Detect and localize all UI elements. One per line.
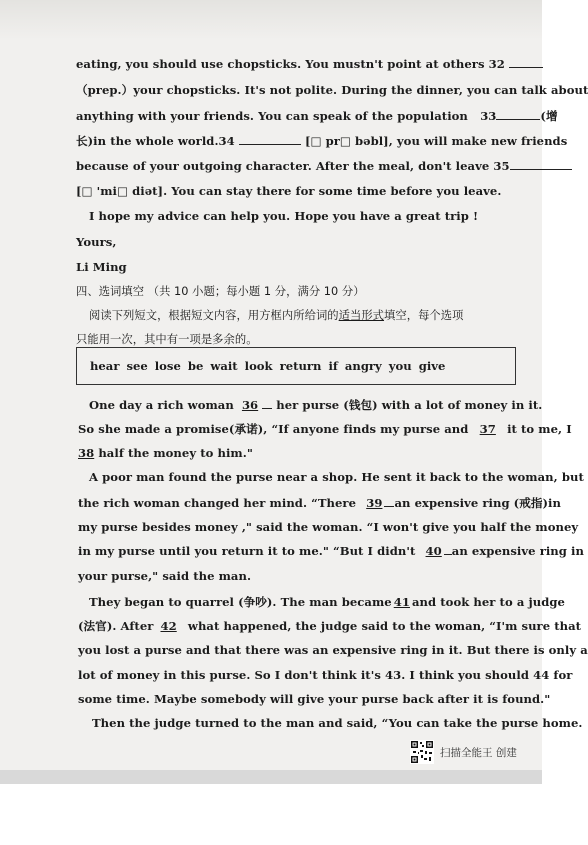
text-line: I hope my advice can help you. Hope you have a great trip ! — [89, 209, 479, 223]
passage-line: They began to quarrel (争吵). The man became 41 and took her to a judge — [89, 595, 565, 609]
blank-43: 43 — [384, 668, 402, 682]
word-bank-words: hear see lose be wait look return if angry you give — [90, 359, 446, 373]
answer-blank-35 — [510, 159, 572, 170]
blank-37: 37 — [479, 422, 496, 436]
blank-42: 42 — [160, 619, 177, 633]
blank-36: 36 — [241, 398, 259, 412]
qr-code-icon — [410, 740, 434, 764]
passage-line: lot of money in this purse. So I don't think it's 43. I think you should 44 for — [78, 668, 573, 682]
blank-39: 39 — [366, 496, 383, 510]
passage-line: in my purse until you return it to me." “But I didn't 40 an expensive ring in — [78, 544, 584, 558]
text-line: 长)in the whole world.34 [□ pr□ bəbl], you will make new friends — [76, 134, 568, 148]
footer-band — [0, 770, 542, 784]
letter-signature: Li Ming — [76, 260, 127, 274]
answer-blank-33 — [496, 109, 540, 120]
passage-line: One day a rich woman 36 her purse (钱包) with a lot of money in it. — [89, 398, 543, 412]
passage-line: my purse besides money ," said the woman. “I won't give you half the money — [78, 520, 579, 534]
letter-closing: Yours, — [76, 235, 117, 249]
instruction-line: 阅读下列短文，根据短文内容，用方框内所给词的适当形式填空，每个选项 — [89, 309, 464, 322]
text-line: because of your outgoing character. After the meal, don't leave 35 — [76, 159, 572, 173]
blank-40: 40 — [425, 544, 442, 558]
answer-blank-32 — [509, 57, 543, 68]
passage-line: So she made a promise(承诺), “If anyone finds my purse and 37 it to me, I — [78, 422, 572, 436]
text-line: anything with your friends. You can speak of the population 33 (增 — [76, 109, 558, 123]
page-shadow — [0, 0, 542, 40]
passage-line: you lost a purse and that there was an expensive ring in it. But there is only a — [78, 643, 588, 657]
passage-line: 38 half the money to him." — [78, 446, 253, 460]
blank-38: 38 — [78, 446, 95, 460]
answer-blank-34 — [239, 134, 301, 145]
word-bank-box — [76, 347, 516, 385]
passage-line: the rich woman changed her mind. “There 39 an expensive ring (戒指)in — [78, 496, 561, 510]
text-line: [□ 'mi□ diət]. You can stay there for some time before you leave. — [76, 184, 502, 198]
instruction-line: 只能用一次，其中有一项是多余的。 — [76, 333, 258, 346]
scanner-brand-label: 扫描全能王 创建 — [440, 747, 517, 759]
passage-line: (法官). After 42 what happened, the judge said to the woman, “I'm sure that — [78, 619, 582, 633]
blank-41: 41 — [393, 595, 410, 609]
passage-line: Then the judge turned to the man and said, “You can take the purse home. — [92, 716, 583, 730]
text-line: （prep.）your chopsticks. It's not polite. During the dinner, you can talk about — [76, 83, 588, 97]
passage-line: your purse," said the man. — [78, 569, 252, 583]
text-line: eating, you should use chopsticks. You mustn't point at others 32 — [76, 57, 543, 71]
passage-line: some time. Maybe somebody will give your purse back after it is found." — [78, 692, 551, 706]
passage-line: A poor man found the purse near a shop. He sent it back to the woman, but — [89, 470, 584, 484]
section-heading: 四、选词填空 （共 10 小题；每小题 1 分，满分 10 分） — [76, 285, 365, 298]
